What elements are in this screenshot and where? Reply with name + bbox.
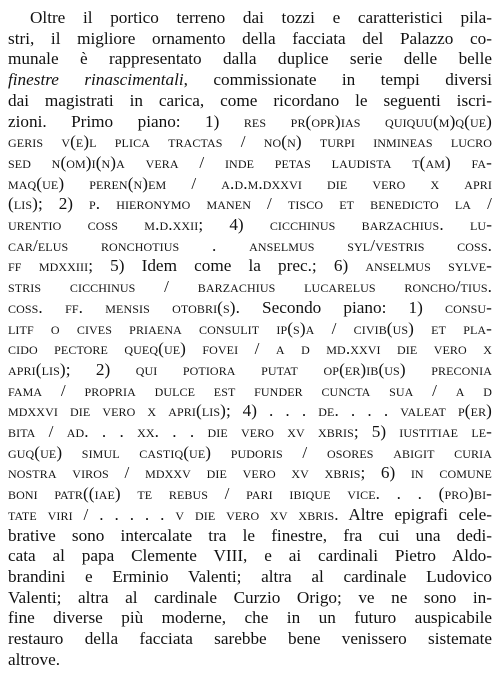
body-text: ; 4) [225,401,269,421]
text-line [8,360,492,380]
emphasis-text: finestre rinascimentali [8,70,184,90]
text-line [8,629,492,649]
inscription-text: tate viri / . . . . . v die vero xv xbris [8,504,335,524]
text-line [8,319,492,339]
inscription-text: maq(ue) peren(n)em / a.d.m.dxxvi die vero x apri [8,173,492,193]
body-text: dai magistrati in carica, come ricordano le seguenti iscri- [8,90,492,110]
inscription-text: consu- [445,297,492,317]
text-line [8,484,492,504]
text-line [8,526,492,546]
body-text: cata al papa Clemente VIII, e ai cardinali Pietro Aldo- [8,546,492,566]
inscription-text: mdxxvi die vero x apri(lis) [8,401,226,421]
inscription-text: stris cicchinus / barzachius lucarelus roncho/tius. [8,277,492,297]
body-text: munale è rappresentato dalla duplice serie delle belle [8,49,492,69]
text-line [8,422,492,442]
text-line [8,49,492,69]
inscription-text: cicchinus barzachius. lu- [269,215,492,234]
inscription-text: urentio coss m.d.xxii [8,215,199,234]
body-text: ; 5) [353,422,400,441]
text-line [8,132,492,152]
text-line [8,381,492,401]
document-page [8,0,492,673]
text-line [8,194,492,214]
body-text: Oltre il portico terreno dai tozzi e caratteristici pila- [30,8,492,27]
text-line [8,112,492,132]
text-line [8,29,492,49]
text-line [8,608,492,628]
text-line [8,401,492,421]
inscription-text: sed n(om)i(n)a vera / inde petas laudista t(am) fa- [8,152,492,172]
body-text: brandini e Erminio Valenti; altra al cardinale Ludovico [8,566,492,586]
text-line [8,650,492,670]
body-text: ; 2) [65,359,136,379]
text-line [8,236,492,256]
inscription-text: . . . de. . . . valeat p(er) [268,401,492,421]
text-line [8,277,492,297]
inscription-text: boni patr((iae) te rebus / pari ibique vice. . . (pro)bi- [8,484,492,504]
body-text: . Secondo piano: 1) [235,297,445,317]
text-line [8,463,492,483]
body-text: Valenti; altra al cardinale Curzio Origo; ve ne sono in- [8,587,492,607]
text-line [8,215,492,235]
inscription-text: geris v(e)l plica tractas / no(n) turpi inmineas lucro [8,132,492,152]
text-line [8,588,492,608]
inscription-text: fama / propria dulce est funder cuncta sua / a d [8,380,492,400]
body-text: ; 6) [360,463,411,483]
text-line [8,256,492,276]
body-text: ; 5) Idem come la prec.; 6) [88,256,366,276]
text-line [8,443,492,463]
text-line [8,546,492,566]
body-text: brative sono intercalate tra le finestre, fra cui una dedi- [8,525,492,545]
body-text: ; 2) [37,194,89,214]
text-line [8,567,492,587]
body-text: , commissionate in tempi diversi [183,70,492,90]
text-line [8,298,492,318]
inscription-text: car/elus ronchotius . anselmus syl/vestris coss. [8,235,492,255]
body-text: altrove. [8,649,61,669]
inscription-text: p. hieronymo manen / tisco et benedicto la / [88,194,492,214]
inscription-text: iustitiae le- [399,422,492,441]
inscription-text: in comune [410,463,492,483]
body-text: fine diverse più moderne, che in un futuro auspicabile [8,608,492,628]
body-text: zioni. Primo piano: 1) [8,111,244,131]
body-text: restauro della facciata sarebbe bene venissero sistemate [8,629,492,648]
text-line [8,8,492,28]
inscription-text: litf o cives priaena consulit ip(s)a / civib(us) et pla- [8,318,492,338]
text-line [8,505,492,525]
text-line [8,91,492,111]
inscription-text: res pr(opr)ias quiquu(m)q(ue) [243,111,492,131]
inscription-text: ff mdxxiii [8,256,89,276]
inscription-text: cido pectore queq(ue) fovei / a d md.xxvi die vero x [8,339,492,359]
text-line [8,339,492,359]
body-text: stri, il migliore ornamento della facciata del Palazzo co- [8,28,492,48]
inscription-text: nostra viros / mdxxv die vero xv xbris [8,463,361,483]
inscription-text: qui potiora putat op(er)ib(us) preconia [135,359,492,379]
body-text: ; 4) [198,215,270,234]
inscription-text: (lis) [8,194,38,214]
inscription-text: coss. ff. mensis otobri(s) [8,297,236,317]
body-text: . Altre epigrafi cele- [334,504,492,524]
inscription-text: bita / ad. . . xx. . . die vero xv xbris [8,422,354,441]
inscription-text: anselmus sylve- [365,256,492,276]
inscription-text: apri(lis) [8,359,66,379]
text-line [8,70,492,90]
inscription-text: guq(ue) simul castiq(ue) pudoris / osores abigit curia [8,442,492,462]
text-line [8,174,492,194]
text-line [8,153,492,173]
